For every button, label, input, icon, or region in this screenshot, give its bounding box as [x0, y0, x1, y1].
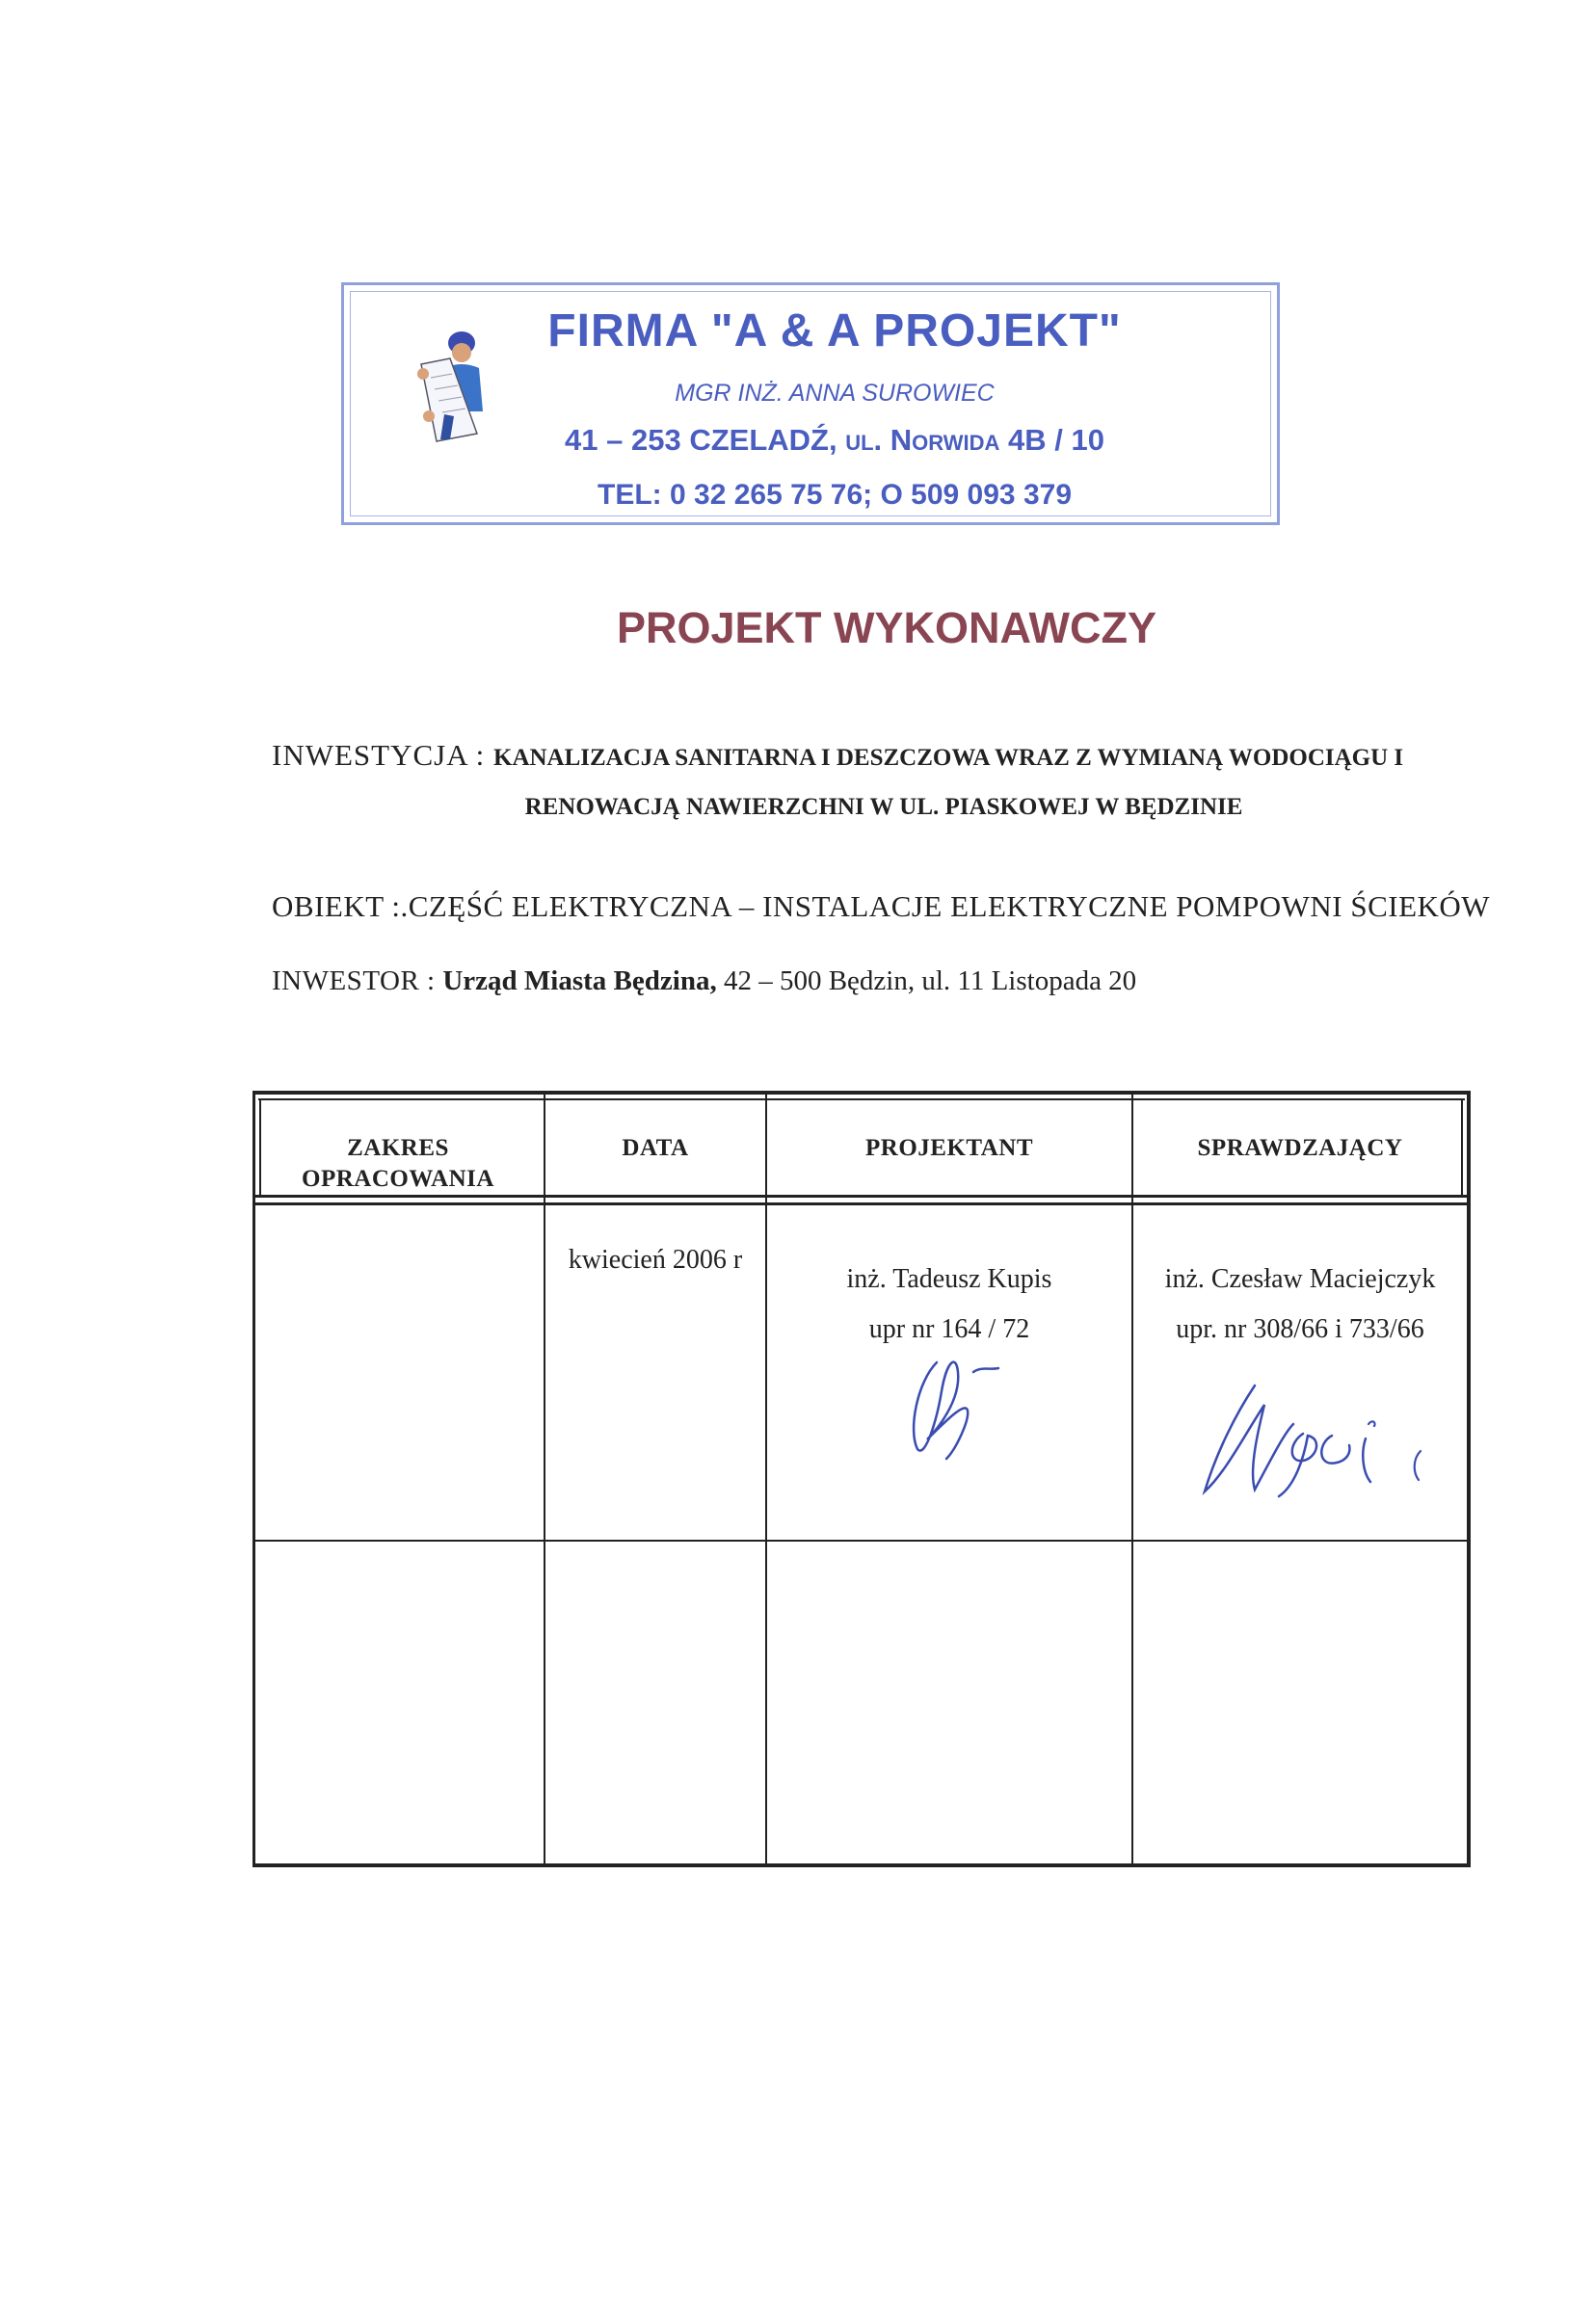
row1-designer — [767, 1254, 1131, 1355]
table-border-top — [252, 1091, 1471, 1095]
signature-table — [252, 1091, 1471, 1867]
table-border-right — [1467, 1091, 1471, 1867]
column-divider-2 — [765, 1095, 767, 1865]
document-title: PROJEKT WYKONAWCZY — [616, 603, 1157, 652]
investment-field — [272, 738, 1403, 773]
column-divider-1 — [544, 1095, 545, 1865]
checker-license: upr. nr 308/66 i 733/66 — [1176, 1314, 1424, 1344]
designer-license: upr nr 164 / 72 — [868, 1314, 1030, 1344]
row1-date: kwiecień 2006 r — [568, 1245, 743, 1275]
checker-name: inż. Czesław Maciejczyk — [1164, 1264, 1436, 1294]
row1-checker — [1133, 1254, 1467, 1355]
investor-address: 42 – 500 Będzin, ul. 11 Listopada 20 — [716, 965, 1137, 996]
header-designer: PROJEKTANT — [865, 1135, 1033, 1161]
object-label: OBIEKT : — [272, 889, 401, 923]
investor-organization: Urząd Miasta Będzina, — [442, 965, 717, 996]
table-border-bottom — [252, 1863, 1471, 1867]
firm-header-box — [341, 282, 1280, 525]
firm-name: FIRMA "A & A PROJEKT" — [547, 305, 1122, 357]
table-border-left — [252, 1091, 255, 1867]
firm-address-street: ul. Norwida — [845, 423, 1000, 457]
header-scope — [252, 1133, 544, 1195]
row-divider — [252, 1540, 1471, 1542]
firm-address-city: 41 – 253 CZELADŹ, — [565, 423, 846, 457]
header-scope-line1: ZAKRES — [347, 1135, 449, 1161]
table-border-top-inner — [258, 1098, 1465, 1100]
object-value: .CZĘŚĆ ELEKTRYCZNA – INSTALACJE ELEKTRYCZNE POMPOWNI ŚCIEKÓW — [400, 889, 1491, 923]
investor-field — [272, 965, 1136, 997]
investment-value-line2: RENOWACJĄ NAWIERZCHNI W UL. PIASKOWEJ W BĘDZINIE — [524, 794, 1243, 820]
investment-value-line1: KANALIZACJA SANITARNA I DESZCZOWA WRAZ Z WYMIANĄ WODOCIĄGU I — [493, 745, 1404, 771]
investor-label: INWESTOR : — [272, 965, 443, 996]
firm-owner: MGR INŻ. ANNA SUROWIEC — [675, 380, 995, 407]
investment-label: INWESTYCJA : — [272, 738, 493, 772]
object-field — [272, 889, 1490, 924]
designer-name: inż. Tadeusz Kupis — [846, 1264, 1052, 1294]
header-divider — [252, 1195, 1471, 1198]
column-divider-3 — [1131, 1095, 1133, 1865]
header-checker: SPRAWDZAJĄCY — [1197, 1135, 1403, 1161]
designer-signature — [898, 1343, 1014, 1468]
header-scope-line2: OPRACOWANIA — [302, 1166, 494, 1192]
firm-phone: TEL: 0 32 265 75 76; O 509 093 379 — [598, 479, 1072, 511]
firm-address — [344, 423, 1277, 458]
checker-signature — [1197, 1376, 1438, 1511]
header-date: DATA — [622, 1135, 689, 1161]
firm-address-number: 4B / 10 — [999, 423, 1104, 457]
header-divider-second — [252, 1202, 1471, 1205]
